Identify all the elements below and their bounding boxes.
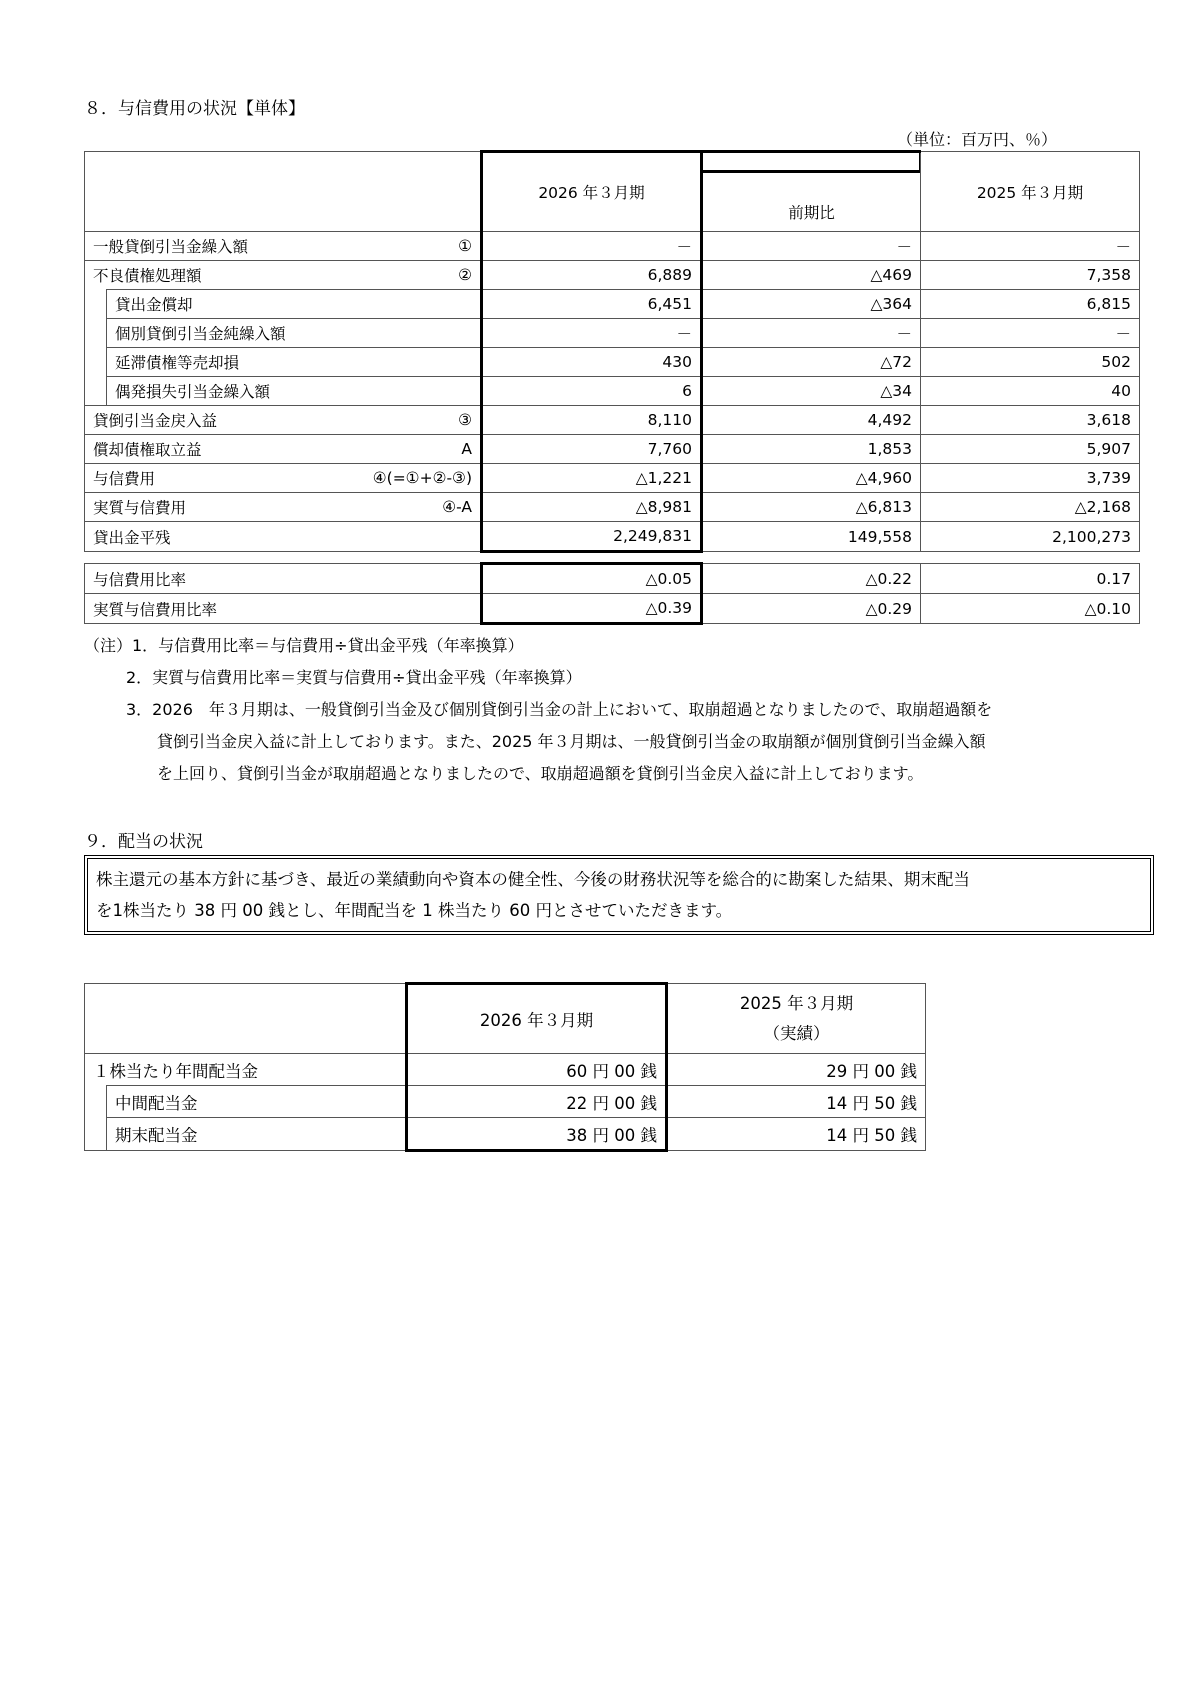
header-2026: 2026 年３月期: [482, 152, 702, 232]
note-1: （注）1．与信費用比率＝与信費用÷貸出金平残（年率換算）: [84, 636, 524, 655]
dividend-table: [84, 982, 926, 1152]
header-2025-line-2: （実績）: [763, 1023, 830, 1043]
table-row: [85, 1118, 926, 1151]
cell-prior: 502: [921, 348, 1140, 377]
cell-prior: 14 円 50 銭: [667, 1118, 926, 1151]
table-row: [85, 319, 1140, 348]
header-2025: 2025 年３月期: [921, 152, 1140, 232]
table-row: [85, 464, 1140, 493]
note-3-line-1: 3．2026 年３月期は、一般貸倒引当金及び個別貸倒引当金の計上において、取崩超過となりましたので、取崩超過額を: [126, 700, 993, 719]
table-row: [85, 232, 1140, 261]
row-mark: ①: [458, 237, 472, 255]
row-label: 実質与信費用: [93, 499, 187, 517]
policy-line-1: 株主還元の基本方針に基づき、最近の業績動向や資本の健全性、今後の財務状況等を総合的に勘案した結果、期末配当: [96, 870, 970, 889]
header-diff: [702, 152, 921, 232]
note-3-line-3: を上回り、貸倒引当金が取崩超過となりましたので、取崩超過額を貸倒引当金戻入益に計上しております。: [157, 764, 924, 783]
cell-diff: 4,492: [702, 406, 921, 435]
cell-diff: －: [702, 232, 921, 261]
row-label: 一般貸倒引当金繰入額: [93, 238, 249, 256]
cell-diff: －: [702, 319, 921, 348]
table-row: [85, 377, 1140, 406]
row-label: 与信費用: [93, 470, 156, 488]
header-2025-line-1: 2025 年３月期: [739, 993, 854, 1013]
row-label: 貸倒引当金戻入益: [93, 412, 218, 430]
cell-diff: 1,853: [702, 435, 921, 464]
policy-line-2: を1株当たり 38 円 00 銭とし、年間配当を 1 株当たり 60 円とさせていただきます。: [96, 901, 733, 920]
row-label: １株当たり年間配当金: [85, 1054, 407, 1086]
row-mark: ③: [458, 411, 472, 429]
cell-diff: △0.29: [702, 594, 921, 624]
row-label: 期末配当金: [107, 1118, 407, 1151]
row-label: 延滞債権等売却損: [107, 348, 482, 377]
cell-current: 2,249,831: [482, 522, 702, 552]
row-label: 貸出金平残: [93, 528, 171, 547]
table-row: [85, 1086, 926, 1118]
credit-cost-table: [84, 150, 1140, 553]
cell-current: △0.39: [482, 594, 702, 624]
section-9-title: ９．配当の状況: [84, 832, 203, 852]
cell-diff: △469: [702, 261, 921, 290]
section-8-title: ８．与信費用の状況【単体】: [84, 99, 305, 119]
table-row: [85, 564, 1140, 594]
table-row: [85, 406, 1140, 435]
cell-prior: 40: [921, 377, 1140, 406]
cell-prior: △0.10: [921, 594, 1140, 624]
table-row: [85, 290, 1140, 319]
unit-label: （単位：百万円、％）: [896, 130, 1057, 149]
cell-prior: △2,168: [921, 493, 1140, 522]
header-2026: 2026 年３月期: [407, 984, 667, 1054]
cell-diff: △72: [702, 348, 921, 377]
table-row: [85, 348, 1140, 377]
dividend-policy-box: [84, 855, 1154, 935]
cell-diff: △34: [702, 377, 921, 406]
table-row: [85, 435, 1140, 464]
row-label: 中間配当金: [107, 1086, 407, 1118]
cell-current: 8,110: [482, 406, 702, 435]
row-label: 貸出金償却: [107, 290, 482, 319]
row-mark: ④-A: [442, 498, 472, 516]
row-mark: ④(=①+②-③): [372, 469, 472, 487]
cell-diff: △4,960: [702, 464, 921, 493]
cell-diff: △364: [702, 290, 921, 319]
cell-current: 22 円 00 銭: [407, 1086, 667, 1118]
row-mark: ②: [458, 266, 472, 284]
header-diff-label: 前期比: [788, 204, 835, 222]
note-2: 2．実質与信費用比率＝実質与信費用÷貸出金平残（年率換算）: [126, 668, 582, 687]
cell-current: －: [482, 232, 702, 261]
row-label: 個別貸倒引当金純繰入額: [107, 319, 482, 348]
row-mark: A: [461, 440, 472, 458]
table-row: [85, 493, 1140, 522]
row-label: 償却債権取立益: [93, 441, 202, 459]
cell-current: △0.05: [482, 564, 702, 594]
cell-prior: 7,358: [921, 261, 1140, 290]
table-row: [85, 594, 1140, 624]
table-row: [85, 522, 1140, 552]
cell-diff: △6,813: [702, 493, 921, 522]
cell-current: 7,760: [482, 435, 702, 464]
cell-current: 38 円 00 銭: [407, 1118, 667, 1151]
header-2025: [667, 984, 926, 1054]
cell-diff: 149,558: [702, 522, 921, 552]
cell-prior: 0.17: [921, 564, 1140, 594]
cell-prior: 3,739: [921, 464, 1140, 493]
ratio-label: 与信費用比率: [85, 564, 482, 594]
cell-current: △8,981: [482, 493, 702, 522]
cell-current: 6,451: [482, 290, 702, 319]
cell-prior: 6,815: [921, 290, 1140, 319]
cell-prior: 5,907: [921, 435, 1140, 464]
row-label: 不良債権処理額: [93, 267, 202, 285]
cell-current: 430: [482, 348, 702, 377]
cell-prior: －: [921, 232, 1140, 261]
table-row: [85, 261, 1140, 290]
cell-current: 6,889: [482, 261, 702, 290]
table-row: [85, 1054, 926, 1086]
cell-prior: 3,618: [921, 406, 1140, 435]
credit-cost-ratio-table: [84, 562, 1140, 625]
cell-current: △1,221: [482, 464, 702, 493]
ratio-label: 実質与信費用比率: [85, 594, 482, 624]
cell-prior: 14 円 50 銭: [667, 1086, 926, 1118]
cell-prior: 29 円 00 銭: [667, 1054, 926, 1086]
note-3-line-2: 貸倒引当金戻入益に計上しております。また、2025 年３月期は、一般貸倒引当金の取崩額が個別貸倒引当金繰入額: [157, 732, 986, 751]
cell-current: 6: [482, 377, 702, 406]
cell-current: －: [482, 319, 702, 348]
cell-prior: －: [921, 319, 1140, 348]
cell-diff: △0.22: [702, 564, 921, 594]
cell-current: 60 円 00 銭: [407, 1054, 667, 1086]
row-label: 偶発損失引当金繰入額: [107, 377, 482, 406]
cell-prior: 2,100,273: [921, 522, 1140, 552]
